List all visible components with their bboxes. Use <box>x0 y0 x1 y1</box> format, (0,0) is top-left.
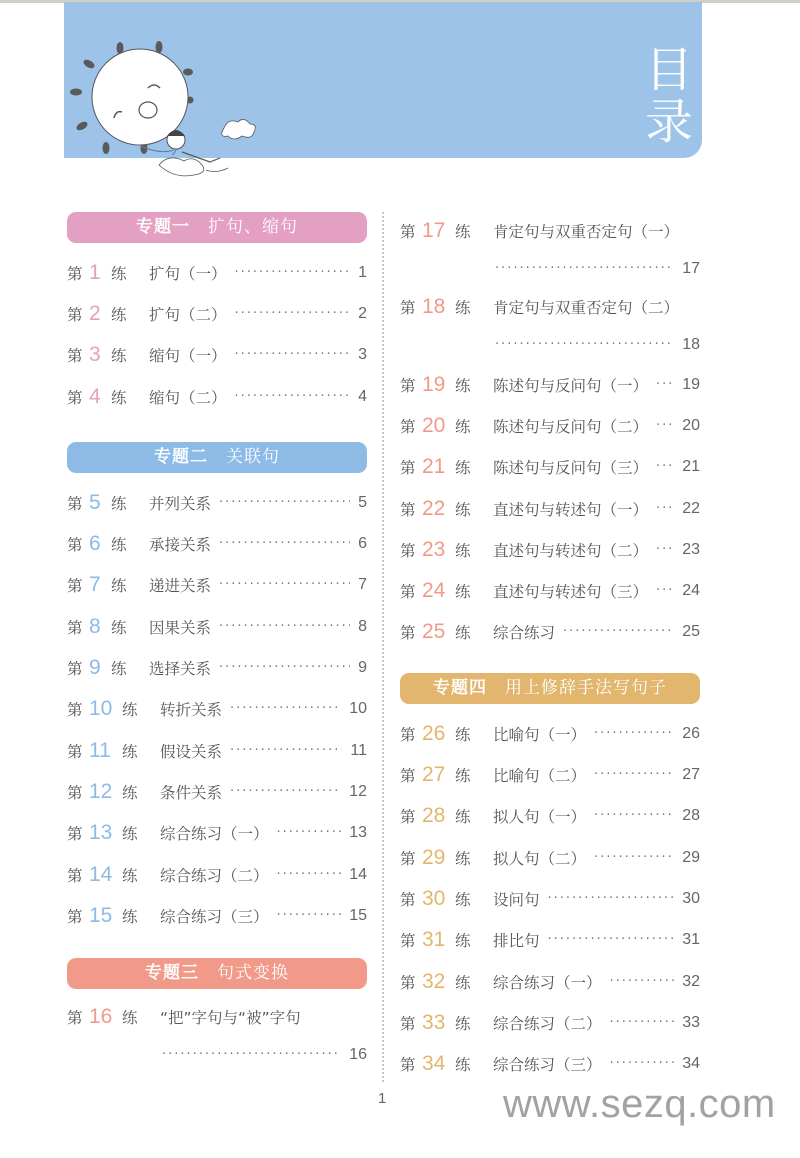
entry-title: 肯定句与双重否定句（一） <box>493 223 680 241</box>
toc-entry[interactable] <box>67 523 367 564</box>
entry-title: 陈述句与反问句（一） <box>493 376 649 395</box>
entry-prefix: 第 <box>67 388 83 407</box>
entry-prefix: 第 <box>400 459 416 478</box>
entry-suffix: 练 <box>455 583 471 602</box>
entry-title: 扩句（一） <box>149 264 227 283</box>
leader-dots <box>594 807 674 825</box>
entry-suffix: 练 <box>455 890 471 909</box>
toc-entry[interactable] <box>400 570 700 611</box>
leader-dots <box>656 500 674 518</box>
leader-dots <box>548 890 675 908</box>
toc-entry[interactable] <box>400 920 700 961</box>
entry-suffix: 练 <box>122 783 138 802</box>
toc-entry[interactable] <box>67 730 367 771</box>
section-label: 专题三 <box>145 963 199 984</box>
leader-dots <box>219 535 350 553</box>
entry-suffix: 练 <box>111 618 127 637</box>
entry-page: 21 <box>682 458 700 476</box>
entry-number: 24 <box>422 579 446 603</box>
leader-dots <box>162 1046 337 1064</box>
leader-dots <box>594 849 674 867</box>
entry-suffix: 练 <box>455 299 471 317</box>
leader-dots <box>610 973 675 991</box>
leader-dots <box>656 458 674 476</box>
entry-title: 直述句与转述句（一） <box>493 500 649 519</box>
entry-number: 23 <box>422 537 446 561</box>
leader-dots <box>219 659 350 677</box>
entry-title: 综合练习（三） <box>160 907 269 926</box>
entry-number: 15 <box>89 903 113 927</box>
toc-entry[interactable] <box>400 364 700 405</box>
entry-suffix: 练 <box>455 808 471 827</box>
entry-prefix: 第 <box>67 660 83 679</box>
entry-number: 7 <box>89 573 101 597</box>
entry-title: 缩句（一） <box>149 347 227 366</box>
entry-number: 27 <box>422 763 446 787</box>
entry-suffix: 练 <box>111 347 127 366</box>
entry-suffix: 练 <box>455 1056 471 1075</box>
entry-title: 比喻句（二） <box>493 767 587 786</box>
entry-title: 综合练习（二） <box>493 1014 602 1033</box>
toc-entry[interactable] <box>400 961 700 1002</box>
entry-title: 综合练习（二） <box>160 866 269 885</box>
entry-prefix: 第 <box>67 907 83 926</box>
entry-prefix: 第 <box>400 583 416 602</box>
entry-prefix: 第 <box>67 618 83 637</box>
toc-entry[interactable] <box>400 1002 700 1043</box>
entry-page: 22 <box>682 499 700 517</box>
entry-prefix: 第 <box>400 849 416 868</box>
entry-prefix: 第 <box>67 536 83 555</box>
entry-number: 31 <box>422 928 446 952</box>
section-name: 句式变换 <box>217 963 289 984</box>
entry-prefix: 第 <box>67 494 83 513</box>
entry-prefix: 第 <box>400 624 416 643</box>
entry-prefix: 第 <box>400 541 416 560</box>
toc-entry[interactable] <box>67 565 367 606</box>
entry-suffix: 练 <box>111 494 127 513</box>
entry-page: 11 <box>350 741 367 759</box>
entry-page: 34 <box>682 1055 700 1073</box>
toc-entry[interactable] <box>67 854 367 895</box>
leader-dots <box>594 725 674 743</box>
entry-suffix: 练 <box>455 725 471 744</box>
toc-entry[interactable] <box>400 212 700 250</box>
leader-dots <box>219 576 350 594</box>
title-char: 目 <box>644 42 693 98</box>
entry-title: 肯定句与双重否定句（二） <box>493 299 680 317</box>
toc-entry[interactable] <box>67 998 367 1036</box>
toc-entry[interactable] <box>400 612 700 653</box>
entry-suffix: 练 <box>122 1009 138 1028</box>
entry-page: 23 <box>682 540 700 558</box>
leader-dots <box>219 494 350 512</box>
entry-number: 14 <box>89 862 113 886</box>
entry-prefix: 第 <box>400 417 416 436</box>
toc-entry[interactable] <box>400 288 700 326</box>
entry-title: 扩句（二） <box>149 305 227 324</box>
entry-title: 并列关系 <box>149 494 212 513</box>
entry-page: 20 <box>682 416 700 434</box>
entry-page: 12 <box>349 782 367 800</box>
entry-suffix: 练 <box>122 866 138 885</box>
entry-page: 29 <box>682 848 700 866</box>
entry-suffix: 练 <box>111 264 127 283</box>
entry-suffix: 练 <box>111 305 127 324</box>
entry-number: 16 <box>89 1005 113 1029</box>
entry-number: 6 <box>89 532 101 556</box>
entry-page: 10 <box>349 700 367 718</box>
entry-suffix: 练 <box>455 767 471 786</box>
toc-entry[interactable] <box>67 689 367 730</box>
toc-left-column <box>67 212 367 1074</box>
entry-page: 33 <box>682 1013 700 1031</box>
toc-entry[interactable] <box>67 482 367 523</box>
toc-entry[interactable] <box>400 796 700 837</box>
entry-title: 选择关系 <box>149 660 212 679</box>
entry-suffix: 练 <box>455 932 471 951</box>
toc-entry[interactable] <box>67 376 367 417</box>
entry-page: 3 <box>358 346 367 364</box>
entry-title: 承接关系 <box>149 536 212 555</box>
entry-suffix: 练 <box>122 701 138 720</box>
entry-prefix: 第 <box>400 1014 416 1033</box>
entry-page: 6 <box>358 535 367 553</box>
entry-title: 拟人句（二） <box>493 849 587 868</box>
entry-suffix: 练 <box>111 660 127 679</box>
entry-prefix: 第 <box>67 783 83 802</box>
toc-entry-continuation[interactable] <box>400 250 700 288</box>
entry-number: 12 <box>89 779 113 803</box>
entry-suffix: 练 <box>455 500 471 519</box>
toc-entry[interactable] <box>400 529 700 570</box>
toc-entry[interactable] <box>400 754 700 795</box>
title-char: 录 <box>644 94 693 150</box>
entry-prefix: 第 <box>400 500 416 519</box>
entry-title: 综合练习 <box>493 624 556 643</box>
leader-dots <box>219 618 350 636</box>
entry-suffix: 练 <box>455 973 471 992</box>
entry-number: 32 <box>422 969 446 993</box>
entry-page: 5 <box>358 493 367 511</box>
leader-dots <box>235 264 351 282</box>
entry-title: 陈述句与反问句（三） <box>493 459 649 478</box>
entry-number: 22 <box>422 496 446 520</box>
entry-number: 10 <box>89 697 113 721</box>
entry-number: 4 <box>89 384 101 408</box>
entry-prefix: 第 <box>400 299 416 317</box>
entry-suffix: 练 <box>111 536 127 555</box>
leader-dots <box>277 907 342 925</box>
leader-dots <box>610 1055 675 1073</box>
entry-page: 1 <box>358 263 367 281</box>
column-divider <box>382 212 384 1082</box>
toc-entry[interactable] <box>67 813 367 854</box>
entry-page: 30 <box>682 889 700 907</box>
toc-entry[interactable] <box>400 713 700 754</box>
entry-number: 3 <box>89 343 101 367</box>
entry-title: 设问句 <box>493 890 540 909</box>
entry-page: 17 <box>682 260 700 277</box>
entry-prefix: 第 <box>67 264 83 283</box>
entry-number: 2 <box>89 301 101 325</box>
entry-title: 条件关系 <box>160 783 223 802</box>
entry-prefix: 第 <box>400 725 416 744</box>
entry-number: 30 <box>422 886 446 910</box>
section-label: 专题四 <box>433 678 487 699</box>
toc-entry[interactable] <box>67 771 367 812</box>
leader-dots <box>277 866 342 884</box>
section-label: 专题一 <box>136 217 190 237</box>
entry-page: 26 <box>682 724 700 742</box>
section-header-2 <box>67 442 367 473</box>
toc-right-column <box>400 212 700 1085</box>
entry-title: 综合练习（一） <box>160 825 269 844</box>
entry-title: 排比句 <box>493 932 540 951</box>
entry-number: 11 <box>89 738 111 762</box>
entry-title: 缩句（二） <box>149 388 227 407</box>
entry-prefix: 第 <box>400 376 416 395</box>
toc-entry[interactable] <box>400 405 700 446</box>
entry-title: 直述句与转述句（二） <box>493 541 649 560</box>
entry-prefix: 第 <box>400 932 416 951</box>
toc-entry[interactable] <box>400 447 700 488</box>
entry-suffix: 练 <box>122 825 138 844</box>
entry-suffix: 练 <box>455 223 471 241</box>
entry-number: 19 <box>422 372 446 396</box>
section-label: 专题二 <box>154 447 208 468</box>
sun-balloon-illustration-icon <box>64 30 264 200</box>
entry-number: 25 <box>422 620 446 644</box>
leader-dots <box>610 1014 675 1032</box>
leader-dots <box>230 700 341 718</box>
toc-entry[interactable] <box>400 837 700 878</box>
section-name: 用上修辞手法写句子 <box>505 678 667 699</box>
entry-prefix: 第 <box>400 890 416 909</box>
entry-page: 24 <box>682 582 700 600</box>
entry-suffix: 练 <box>122 907 138 926</box>
entry-page: 4 <box>358 387 367 405</box>
entry-suffix: 练 <box>455 376 471 395</box>
entry-prefix: 第 <box>67 577 83 596</box>
entry-number: 9 <box>89 656 101 680</box>
entry-page: 14 <box>349 865 367 883</box>
entry-title: 直述句与转述句（三） <box>493 583 649 602</box>
leader-dots <box>230 742 342 760</box>
entry-number: 8 <box>89 614 101 638</box>
entry-suffix: 练 <box>455 541 471 560</box>
toc-entry[interactable] <box>67 647 367 688</box>
entry-number: 28 <box>422 804 446 828</box>
toc-entry[interactable] <box>67 252 367 293</box>
entry-prefix: 第 <box>400 1056 416 1075</box>
entry-number: 33 <box>422 1010 446 1034</box>
entry-number: 18 <box>422 295 446 318</box>
entry-suffix: 练 <box>455 624 471 643</box>
leader-dots <box>277 824 342 842</box>
leader-dots <box>235 388 351 406</box>
toc-entry[interactable] <box>67 335 367 376</box>
entry-suffix: 练 <box>455 849 471 868</box>
toc-entry[interactable] <box>400 488 700 529</box>
leader-dots <box>235 305 351 323</box>
entry-prefix: 第 <box>67 1009 83 1028</box>
entry-number: 34 <box>422 1052 446 1076</box>
toc-entry[interactable] <box>67 606 367 647</box>
entry-title: 综合练习（一） <box>493 973 602 992</box>
entry-prefix: 第 <box>400 767 416 786</box>
entry-suffix: 练 <box>455 1014 471 1033</box>
section-header-3 <box>67 958 367 989</box>
entry-prefix: 第 <box>400 223 416 241</box>
leader-dots <box>563 623 674 641</box>
leader-dots <box>235 346 351 364</box>
leader-dots <box>656 582 674 600</box>
entry-number: 5 <box>89 490 101 514</box>
leader-dots <box>656 417 674 435</box>
entry-page: 8 <box>358 617 367 635</box>
toc-entry[interactable] <box>400 878 700 919</box>
toc-entry-continuation[interactable] <box>400 326 700 364</box>
entry-prefix: 第 <box>67 866 83 885</box>
entry-title: 转折关系 <box>160 701 223 720</box>
entry-suffix: 练 <box>122 742 138 761</box>
entry-title: 拟人句（一） <box>493 808 587 827</box>
leader-dots <box>548 931 675 949</box>
entry-page: 27 <box>682 766 700 784</box>
entry-page: 15 <box>349 906 367 924</box>
leader-dots <box>230 783 341 801</box>
entry-title: “把”字句与“被”字句 <box>160 1009 301 1028</box>
toc-entry-continuation[interactable] <box>67 1036 367 1074</box>
entry-number: 1 <box>89 260 101 284</box>
entry-prefix: 第 <box>67 825 83 844</box>
entry-page: 16 <box>349 1046 367 1064</box>
page-number: 1 <box>378 1090 387 1107</box>
section-name: 关联句 <box>226 447 280 468</box>
leader-dots <box>656 376 674 394</box>
entry-prefix: 第 <box>67 742 83 761</box>
leader-dots <box>594 766 674 784</box>
entry-prefix: 第 <box>67 347 83 366</box>
toc-entry[interactable] <box>400 1043 700 1084</box>
entry-title: 陈述句与反问句（二） <box>493 417 649 436</box>
toc-entry[interactable] <box>67 895 367 936</box>
entry-prefix: 第 <box>67 701 83 720</box>
entry-page: 19 <box>682 375 700 393</box>
section-header-1 <box>67 212 367 243</box>
entry-prefix: 第 <box>67 305 83 324</box>
entry-suffix: 练 <box>455 459 471 478</box>
section-header-4 <box>400 673 700 704</box>
entry-suffix: 练 <box>111 577 127 596</box>
entry-number: 21 <box>422 455 446 479</box>
entry-page: 25 <box>682 623 700 641</box>
entry-title: 递进关系 <box>149 577 212 596</box>
entry-title: 因果关系 <box>149 618 212 637</box>
entry-prefix: 第 <box>400 808 416 827</box>
watermark: www.sezq.com <box>503 1082 776 1126</box>
entry-number: 29 <box>422 845 446 869</box>
toc-entry[interactable] <box>67 293 367 334</box>
entry-page: 7 <box>358 576 367 594</box>
leader-dots <box>495 336 670 354</box>
entry-title: 比喻句（一） <box>493 725 587 744</box>
entry-page: 13 <box>349 824 367 842</box>
entry-number: 26 <box>422 721 446 745</box>
entry-prefix: 第 <box>400 973 416 992</box>
entry-number: 17 <box>422 219 446 242</box>
entry-title: 假设关系 <box>160 742 223 761</box>
entry-number: 20 <box>422 413 446 437</box>
entry-suffix: 练 <box>455 417 471 436</box>
leader-dots <box>495 260 670 278</box>
entry-page: 32 <box>682 972 700 990</box>
contents-title <box>642 44 696 148</box>
leader-dots <box>656 541 674 559</box>
section-name: 扩句、缩句 <box>208 217 298 237</box>
entry-page: 2 <box>358 304 367 322</box>
entry-page: 31 <box>682 931 700 949</box>
entry-page: 18 <box>682 336 700 353</box>
entry-number: 13 <box>89 821 113 845</box>
entry-page: 28 <box>682 807 700 825</box>
entry-suffix: 练 <box>111 388 127 407</box>
entry-title: 综合练习（三） <box>493 1056 602 1075</box>
entry-page: 9 <box>358 659 367 677</box>
